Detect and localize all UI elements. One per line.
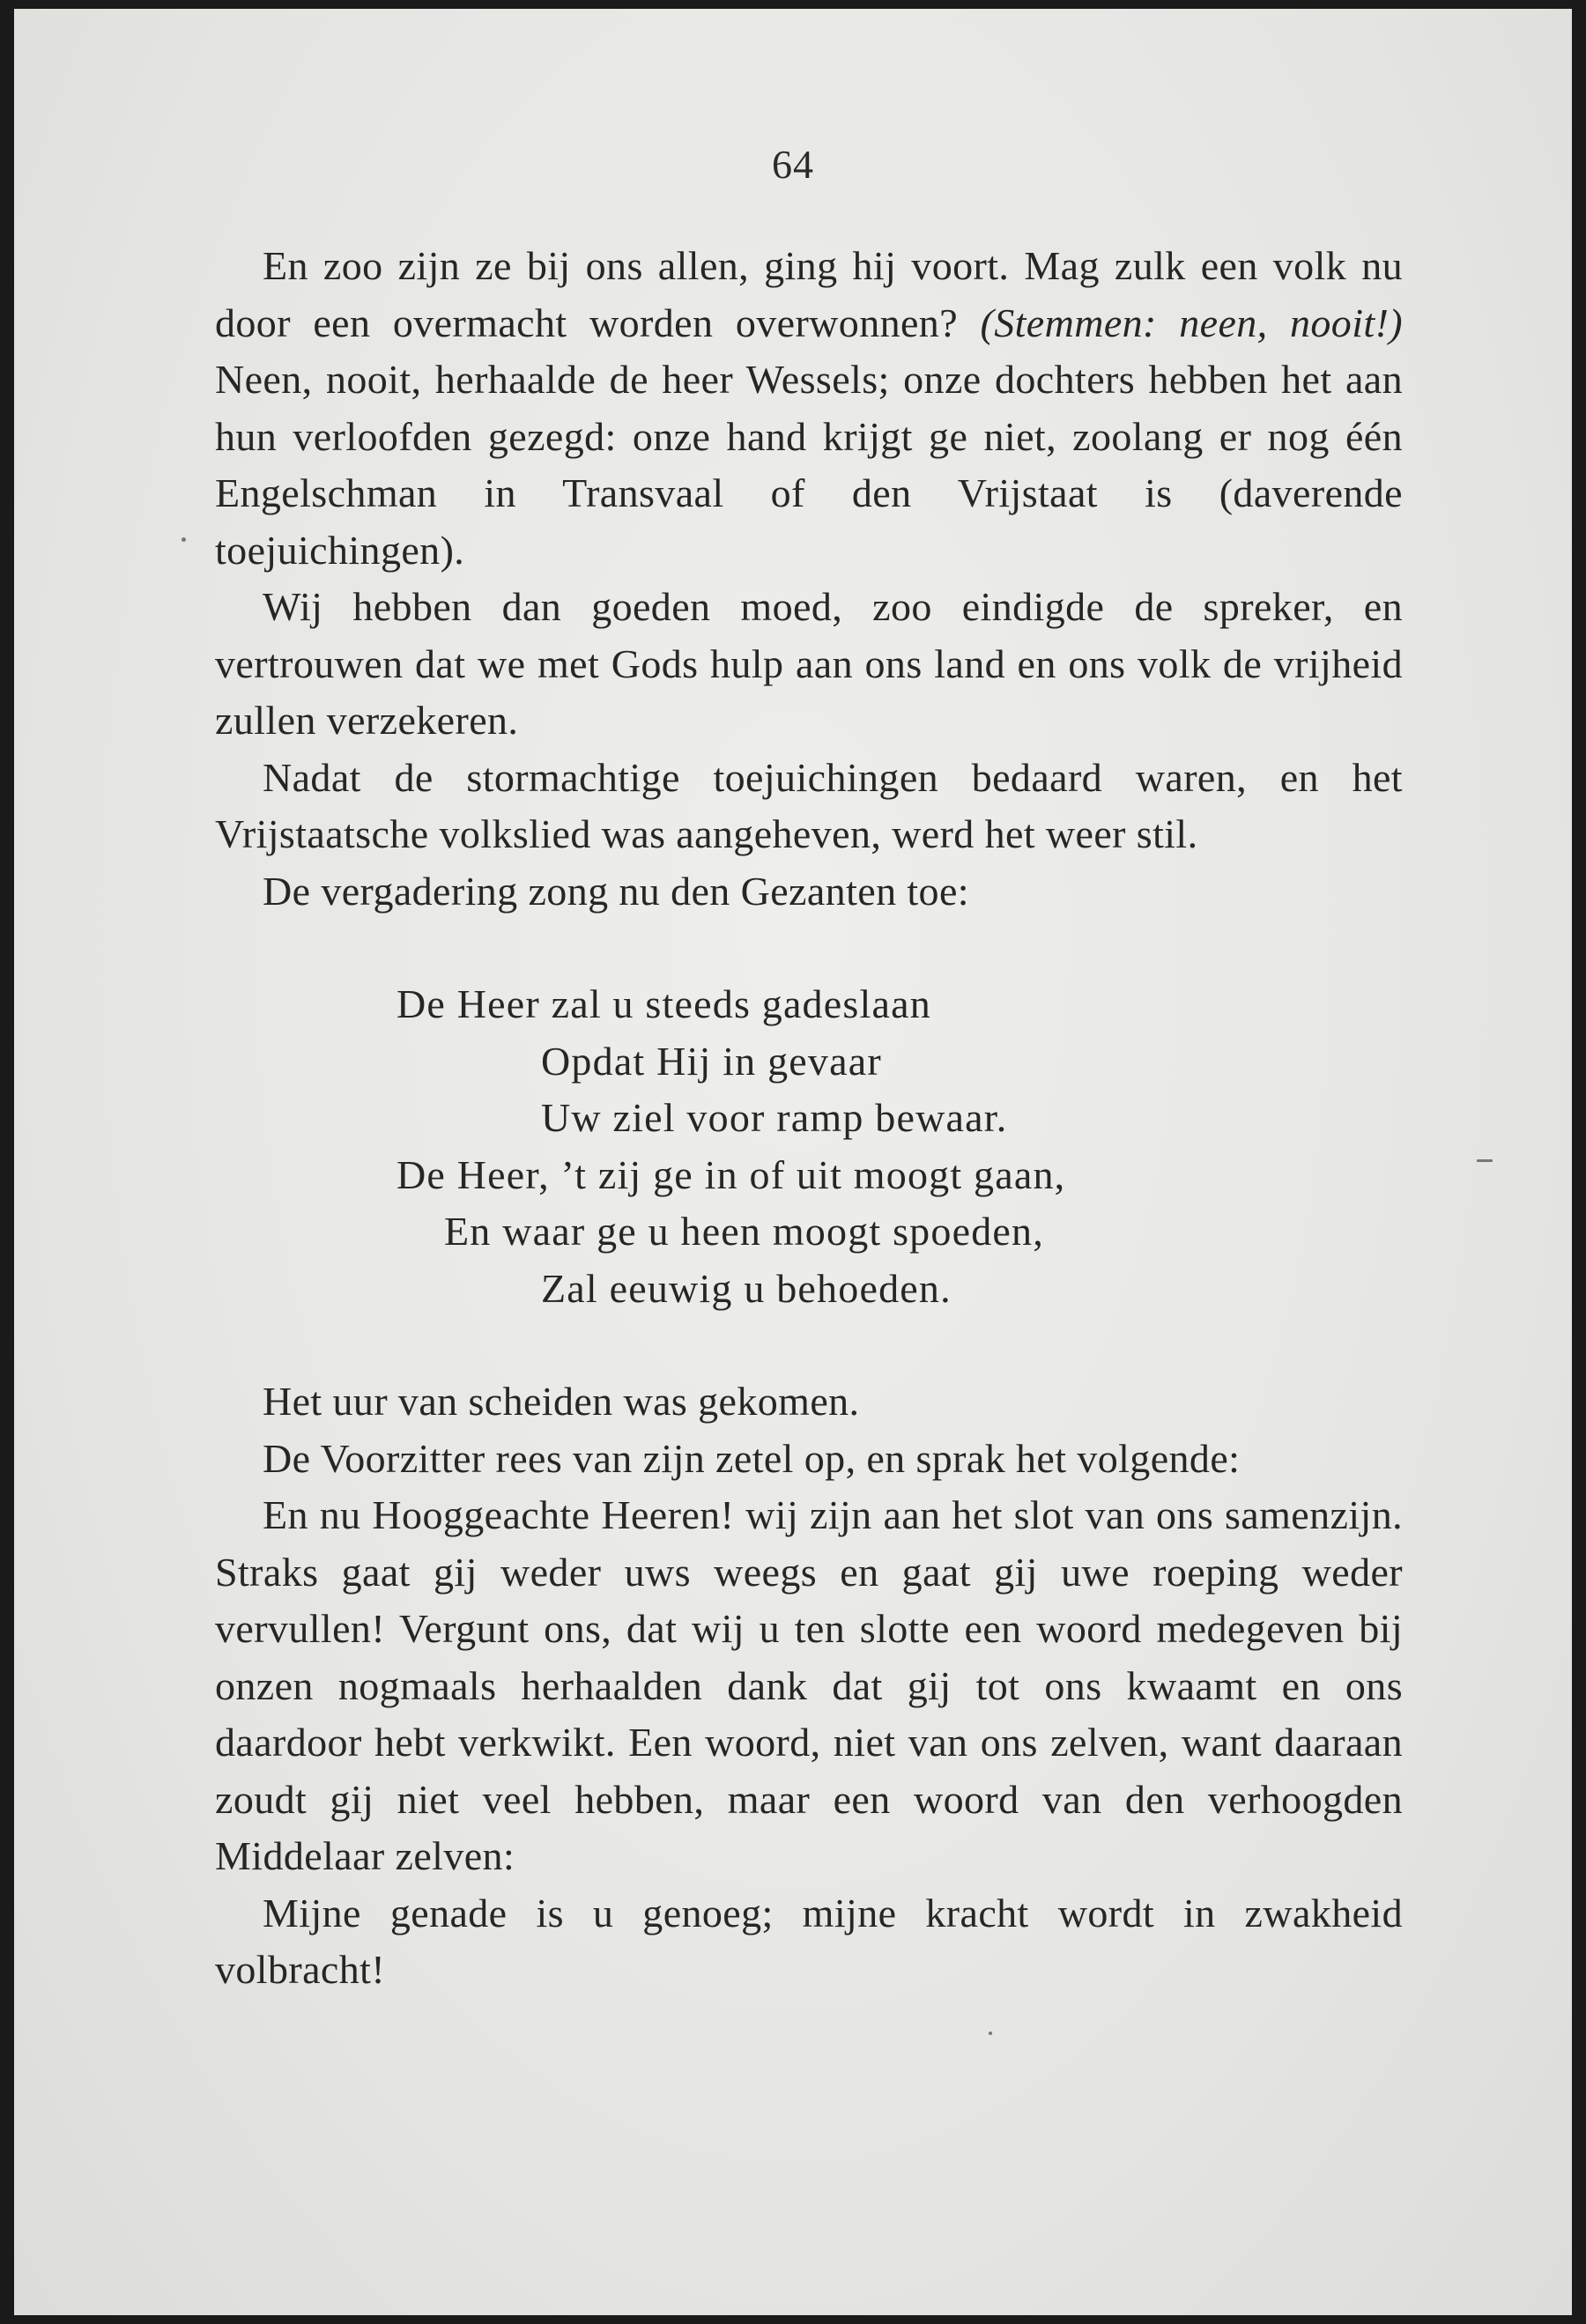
paragraph-chairman-address: En nu Hooggeachte Heeren! wij zijn aan het slot van ons samenzijn. Straks gaat gij weder uws weegs en gaat gij uwe roeping weder vervullen! Vergunt ons, dat wij u ten slotte een woord medegeven bij onzen nogmaals herhaalden dank dat gij tot ons kwaamt en ons daardoor hebt verkwikt. Een woord, niet van ons zelven, want daaraan zoudt gij niet veel hebben, maar een woord van den verhoogden Middelaar zelven:	[215, 1492, 1403, 1878]
print-speck	[182, 537, 186, 542]
body-text-upper	[215, 238, 1403, 1999]
paragraph-text: En zoo zijn ze bij ons allen, ging hij voort. Mag zulk een volk nu door een overmacht worden overwonnen?	[215, 243, 1403, 345]
paragraph-text: Neen, nooit, herhaalde de heer Wessels; onze dochters hebben het aan hun verloofden gezegd: onze hand krijgt ge niet, zoolang er nog één Engelschman in Transvaal of den Vrijstaat is (daverende toejuichingen).	[215, 357, 1403, 573]
paragraph-assembly-sang: De vergadering zong nu den Gezanten toe:	[263, 868, 969, 914]
page-number: 64	[772, 142, 814, 187]
paragraph-closing-quote: Mijne genade is u genoeg; mijne kracht wordt in zwakheid volbracht!	[215, 1890, 1403, 1992]
poem-line: Opdat Hij in gevaar	[541, 1038, 882, 1084]
paragraph-wessels-speech	[215, 238, 1403, 579]
paragraph-speaker-conclusion: Wij hebben dan goeden moed, zoo eindigde de spreker, en vertrouwen dat we met Gods hulp aan ons land en ons volk de vrijheid zullen verzekeren.	[215, 584, 1403, 743]
print-speck	[989, 2032, 992, 2035]
paragraph-anthem: Nadat de stormachtige toejuichingen bedaard waren, en het Vrijstaatsche volkslied was aangeheven, werd het weer stil.	[215, 754, 1403, 856]
poem-line: De Heer, ’t zij ge in of uit moogt gaan,	[396, 1151, 1066, 1197]
book-page	[14, 9, 1572, 2315]
poem	[215, 976, 1403, 1317]
poem-line: Zal eeuwig u behoeden.	[541, 1265, 952, 1311]
paragraph-farewell-hour: Het uur van scheiden was gekomen.	[263, 1379, 860, 1424]
print-speck	[1477, 1159, 1493, 1162]
poem-line: En waar ge u heen moogt spoeden,	[444, 1209, 1044, 1254]
interjection-italic: (Stemmen: neen, nooit!)	[980, 300, 1404, 345]
paragraph-chairman-rose: De Voorzitter rees van zijn zetel op, en sprak het volgende:	[263, 1435, 1241, 1481]
poem-line: De Heer zal u steeds gadeslaan	[396, 981, 931, 1026]
poem-line: Uw ziel voor ramp bewaar.	[541, 1095, 1008, 1140]
